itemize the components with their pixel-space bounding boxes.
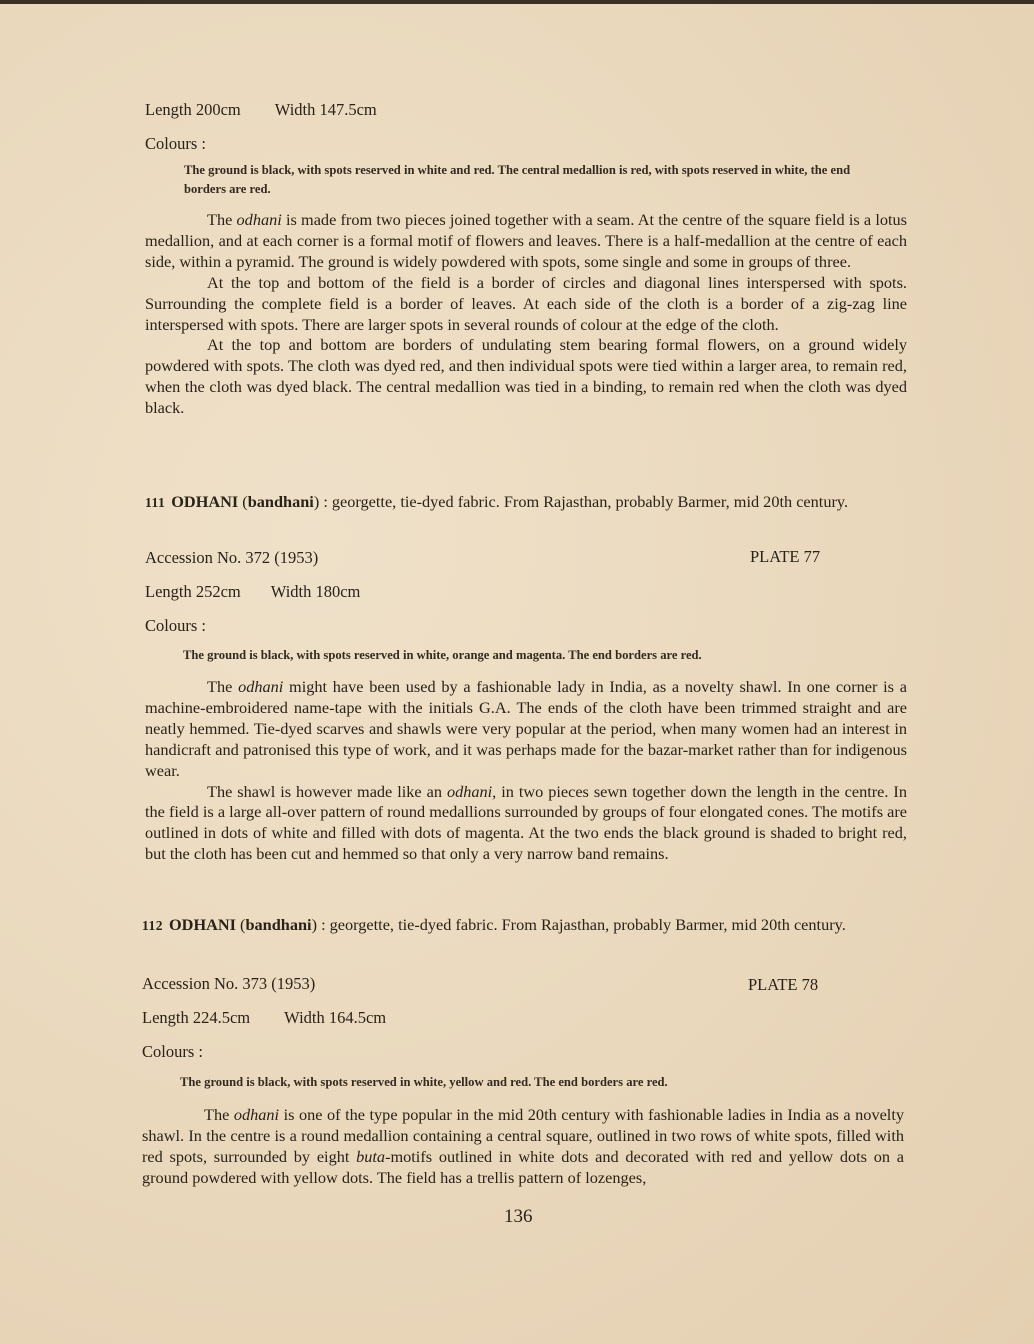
entry-112-dimensions [142,1007,386,1028]
entry-112-body [142,1105,904,1189]
entry-length: Length 224.5cm [142,1008,251,1027]
entry-paragraph: The shawl is however made like an odhani, in two pieces sewn together down the length in the centre. In the field is a large all-over pattern of round medallions surrounded by groups of four elongated cones. The motifs are outlined in dots of white and filled with dots of magenta. At the two ends the black ground is shaded to bright red, but the cloth has been cut and hemmed so that only a very narrow band remains. [145,781,907,864]
intro-length: Length 200cm [145,100,241,119]
entry-paragraph: The odhani might have been used by a fashionable lady in India, as a novelty shawl. In one corner is a machine-embroidered name-tape with the initials G.A. The ends of the cloth have been trimmed straight and are neatly hemmed. Tie-dyed scarves and shawls were very popular at the period, when many women had an interest in handicraft and patronised this type of work, and it was perhaps made for the bazar-market rather than for indigenous wear. [145,677,907,780]
intro-paragraph: At the top and bottom of the field is a border of circles and diagonal lines interspersed with spots. Surrounding the complete field is a border of leaves. At each side of the cloth is a border of a zig-zag line interspersed with spots. There are larger spots in several rounds of colour at the edge of the cloth. [145,272,907,334]
intro-paragraph: At the top and bottom are borders of undulating stem bearing formal flowers, on a ground widely powdered with spots. The cloth was dyed red, and then individual spots were tied within a larger area, to remain red, when the cloth was dyed black. The central medallion was tied in a binding, to remain red when the cloth was dyed black. [145,335,907,418]
entry-112-colours-label: Colours : [142,1042,203,1061]
entry-111-plate: PLATE 77 [750,547,821,566]
entry-number: 111 [145,495,166,510]
entry-111-accession: Accession No. 372 (1953) [145,548,319,567]
entry-width: Width 180cm [270,582,361,601]
entry-111-dimensions [145,581,360,602]
intro-width: Width 147.5cm [274,100,377,119]
entry-111-colours-label: Colours : [145,616,206,635]
page-number: 136 [504,1206,533,1227]
intro-paragraph: The odhani is made from two pieces joined together with a seam. At the centre of the square field is a lotus medallion, and at each corner is a formal motif of flowers and leaves. There is a half-medallion at the centre of each side, within a pyramid. The ground is widely powdered with spots, some single and some in groups of three. [145,210,908,271]
entry-111-body [145,677,907,865]
intro-body [145,210,907,419]
entry-subtitle: bandhani [245,915,312,934]
entry-width: Width 164.5cm [284,1008,387,1027]
entry-length: Length 252cm [145,582,241,601]
entry-112-plate: PLATE 78 [748,975,819,994]
entry-112-accession: Accession No. 373 (1953) [142,974,316,993]
entry-112-heading: 112 ODHANI (bandhani) : georgette, tie-dyed fabric. From Rajasthan, probably Barmer, mid 20th century. [142,915,846,934]
entry-description: : georgette, tie-dyed fabric. From Rajasthan, probably Barmer, mid 20th century. [321,915,846,934]
entry-112-colours-text: The ground is black, with spots reserved in white, yellow and red. The end borders are red. [180,1075,668,1089]
intro-colours-text: The ground is black, with spots reserved in white and red. The central medallion is red, with spots reserved in white, the end borders are red. [184,163,851,196]
entry-description: : georgette, tie-dyed fabric. From Rajasthan, probably Barmer, mid 20th century. [323,492,849,511]
intro-colours-label: Colours : [145,134,206,153]
entry-title: ODHANI [171,492,239,511]
entry-paragraph: The odhani is one of the type popular in the mid 20th century with fashionable ladies in India as a novelty shawl. In the centre is a round medallion containing a central square, outlined in two rows of white spots, filled with red spots, surrounded by eight buta-motifs outlined in white dots and decorated with red and yellow dots on a ground powdered with yellow dots. The field has a trellis pattern of lozenges, [142,1105,904,1187]
entry-number: 112 [142,918,164,933]
entry-111-heading: 111 ODHANI (bandhani) : georgette, tie-dyed fabric. From Rajasthan, probably Barmer, mid 20th century. [145,492,849,511]
intro-dimensions [145,99,377,120]
entry-title: ODHANI [169,915,236,934]
entry-subtitle: bandhani [247,492,314,511]
entry-111-colours-text: The ground is black, with spots reserved in white, orange and magenta. The end borders are red. [183,648,702,662]
